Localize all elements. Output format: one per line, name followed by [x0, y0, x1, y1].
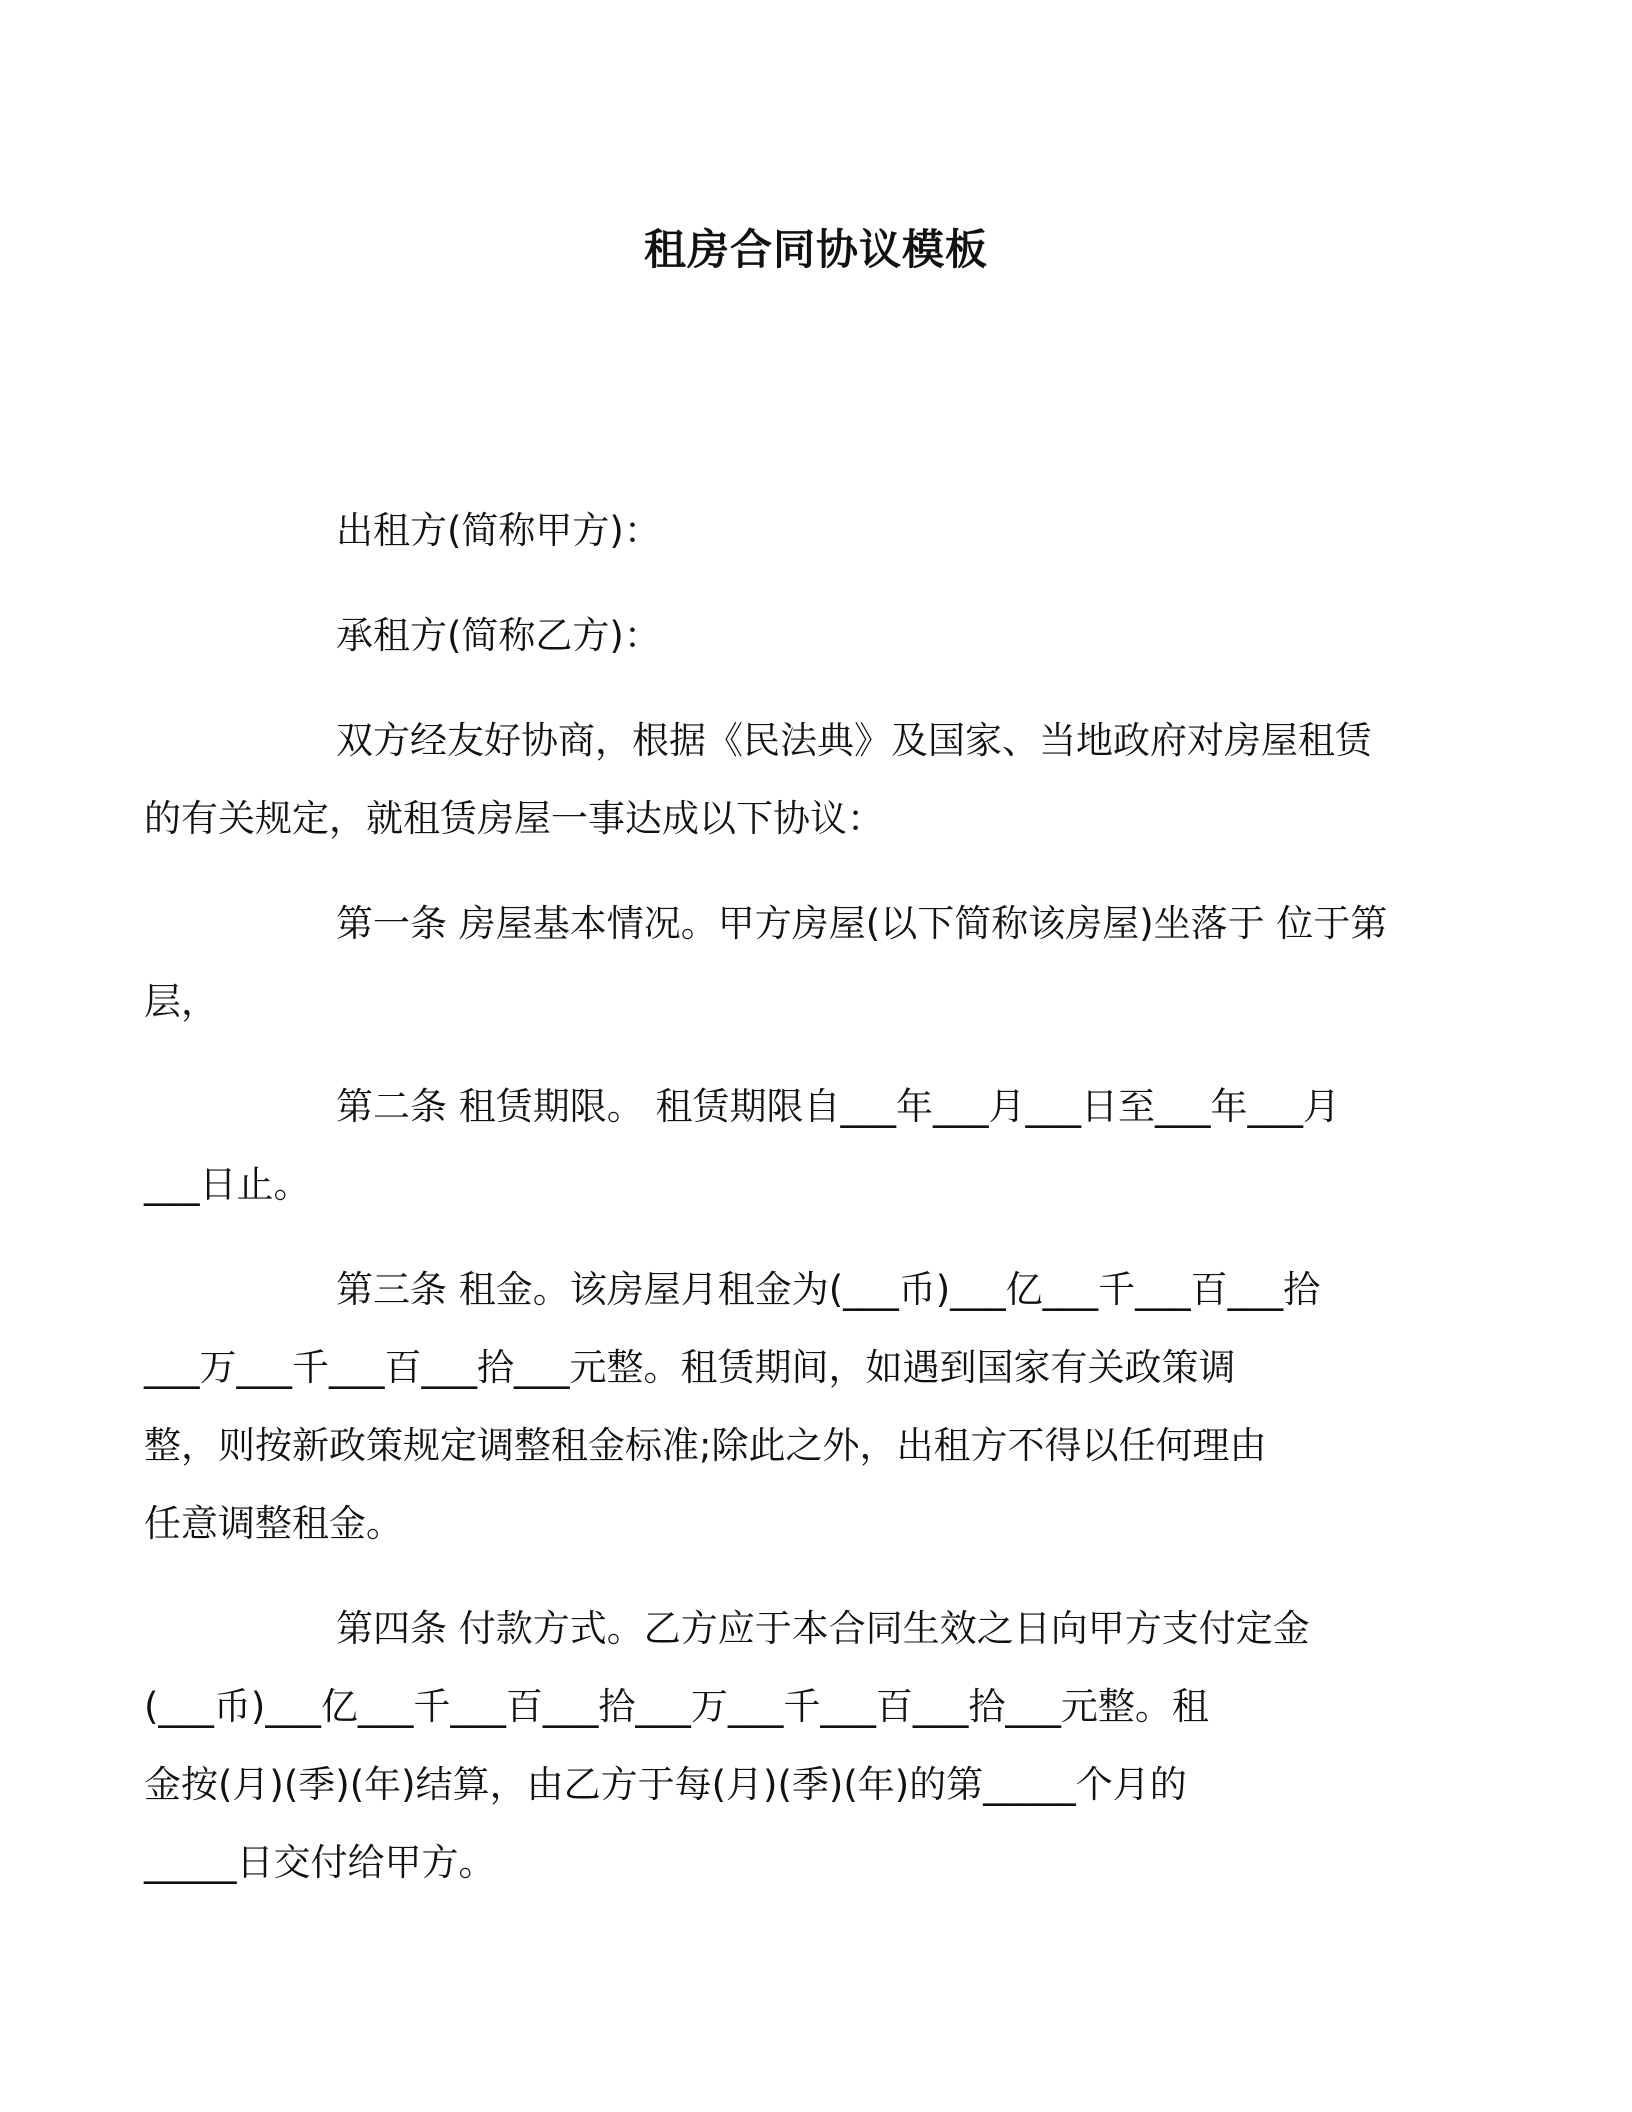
paragraph-article-1 — [144, 885, 1410, 1041]
paragraph-line: ___万___千___百___拾___元整。租赁期间，如遇到国家有关政策调 — [144, 1346, 1236, 1389]
paragraph-line: 第二条 租赁期限。 租赁期限自___年___月___日至___年___月 — [336, 1085, 1341, 1128]
paragraph-line: 的有关规定，就租赁房屋一事达成以下协议： — [144, 797, 884, 840]
paragraph-article-3 — [144, 1251, 1410, 1563]
paragraph-line: (___币)___亿___千___百___拾___万___千___百___拾___元整。租 — [144, 1685, 1209, 1728]
paragraph-line: 整，则按新政策规定调整租金标准;除此之外，出租方不得以任何理由 — [144, 1424, 1267, 1467]
paragraph-lessee — [240, 597, 1410, 675]
document-body — [144, 492, 1410, 1929]
paragraph-line: ___日止。 — [144, 1163, 311, 1206]
paragraph-line: 第一条 房屋基本情况。甲方房屋(以下简称该房屋)坐落于 位于第 — [336, 902, 1388, 945]
paragraph-line: 承租方(简称乙方)： — [336, 614, 661, 657]
paragraph-line: 任意调整租金。 — [144, 1502, 403, 1545]
paragraph-preamble — [144, 702, 1410, 858]
paragraph-line: 第四条 付款方式。乙方应于本合同生效之日向甲方支付定金 — [336, 1607, 1310, 1650]
paragraph-line: 双方经友好协商，根据《民法典》及国家、当地政府对房屋租赁 — [336, 719, 1372, 762]
paragraph-article-2 — [144, 1068, 1410, 1224]
paragraph-line: 第三条 租金。该房屋月租金为(___币)___亿___千___百___拾 — [336, 1268, 1321, 1311]
paragraph-line: 层， — [144, 980, 218, 1023]
paragraph-line: 金按(月)(季)(年)结算，由乙方于每(月)(季)(年)的第_____个月的 — [144, 1763, 1187, 1806]
paragraph-line: 出租方(简称甲方)： — [336, 509, 661, 552]
document-title: 租房合同协议模板 — [643, 225, 988, 274]
paragraph-article-4 — [144, 1590, 1410, 1902]
paragraph-lessor — [240, 492, 1410, 570]
paragraph-line: _____日交付给甲方。 — [144, 1841, 496, 1884]
